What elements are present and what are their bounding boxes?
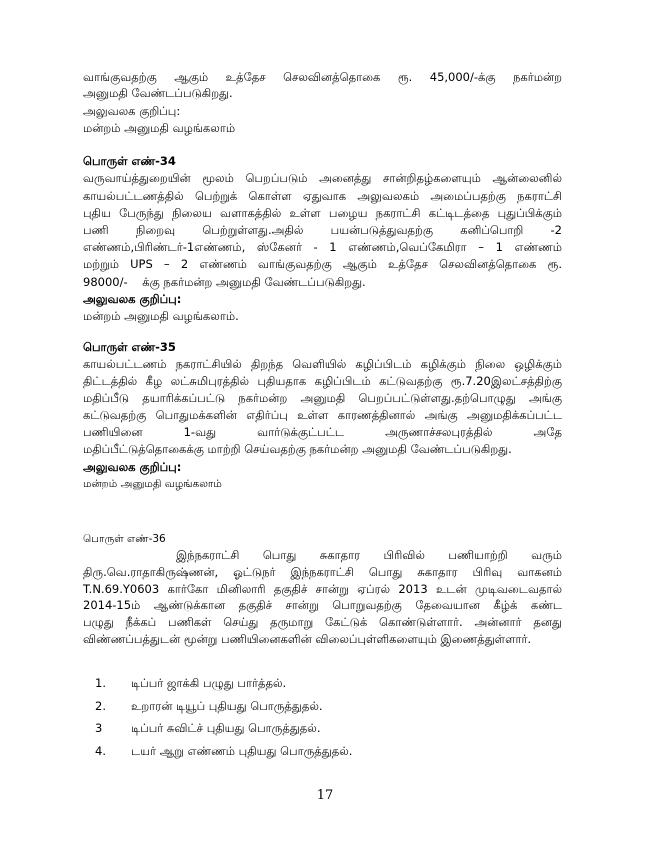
list-item bbox=[95, 721, 321, 736]
item34-note-heading: அலுவலக குறிப்பு: bbox=[83, 292, 182, 306]
item35-note-text: மன்றம் அனுமதி வழங்கலாம் bbox=[83, 478, 222, 490]
item36-line: இந்நகராட்சி பொது சுகாதார பிரிவில் பணியாற்றி வரும் bbox=[176, 548, 562, 562]
item34-heading: பொருள் எண்-34 bbox=[83, 154, 176, 168]
list-item-number: 2. bbox=[95, 699, 106, 713]
item34-line: புதிய பேருந்து நிலைய வளாகத்தில் உள்ள பழைய நகராட்சி கட்டிடத்தை புதுப்பிக்கும் bbox=[83, 206, 562, 220]
item33-line-1: வாங்குவதற்கு ஆகும் உத்தேச செலவினத்தொகை ரூ. 45,000/-க்கு நகர்மன்ற bbox=[83, 70, 562, 84]
list-item bbox=[95, 744, 352, 759]
item33-line-2: அனுமதி வேண்டப்படுகிறது. bbox=[83, 86, 233, 100]
item34-line: காயல்பட்டணத்தில் பெற்றுக் கொள்ள ஏதுவாக அலுவலகம் அமைப்பதற்கு நகராட்சி bbox=[83, 189, 562, 203]
item34-line: 98000/- க்கு நகர்மன்ற அனுமதி வேண்டப்படுகிறது. bbox=[83, 275, 366, 289]
item35-line: மதிப்பீட்டுத்தொகைக்கு மாற்றி செய்வதற்கு நகர்மன்ற அனுமதி வேண்டப்படுகிறது. bbox=[83, 442, 512, 456]
page-number: 17 bbox=[316, 788, 334, 803]
item35-line: பணியினை 1-வது வார்டுக்குட்பட்ட அருணாச்சலபுரத்தில் அதே bbox=[83, 425, 562, 439]
item34-line: பணி நிறைவு பெற்றுள்ளது.அதில் பயன்படுத்துவதற்கு கனிப்பொறி -2 bbox=[83, 223, 562, 237]
item33-note-text: மன்றம் அனுமதி வழங்கலாம் bbox=[83, 121, 236, 135]
item33-note-heading: அலுவலக குறிப்பு: bbox=[83, 104, 181, 118]
item35-line: மதிப்பீடு தயாரிக்கப்பட்டு நகர்மன்ற அனுமதி பெறப்பட்டுள்ளது.தற்பொழுது அங்கு bbox=[83, 391, 562, 405]
item36-line: பழுது நீக்கப் பணிகள் செய்து தருமாறு கேட்டுக் கொண்டுள்ளார். அன்னார் தனது bbox=[83, 615, 562, 629]
item34-note-text: மன்றம் அனுமதி வழங்கலாம். bbox=[83, 309, 239, 323]
list-item-text: டயர் ஆறு எண்ணம் புதியது பொருத்துதல். bbox=[131, 744, 353, 758]
item36-line: திரு.வெ.ராதாகிருஷ்ணன், ஓட்டுநர் இந்நகராட்சி பொது சுகாதார பிரிவு வாகனம் bbox=[83, 565, 562, 579]
list-item bbox=[95, 699, 323, 714]
item35-heading: பொருள் எண்-35 bbox=[83, 340, 176, 354]
item34-line: மற்றும் UPS – 2 எண்ணம் வாங்குவதற்கு ஆகும் உத்தேச செலவினத்தொகை ரூ. bbox=[83, 257, 562, 271]
list-item-text: உறாரன் டியூப் புதியது பொருத்துதல். bbox=[131, 699, 323, 713]
list-item-text: டிப்பர் சுவிட்ச் புதியது பொருத்துதல். bbox=[131, 721, 321, 735]
list-item-number: 1. bbox=[95, 676, 106, 690]
list-item-text: டிப்பர் ஜாக்கி பழுது பார்த்தல். bbox=[131, 676, 287, 690]
list-item-number: 3 bbox=[95, 721, 103, 735]
item35-line: காயல்பட்டணம் நகராட்சியில் திறந்த வெளியில் கழிப்பிடம் கழிக்கும் நிலை ஒழிக்கும் bbox=[83, 357, 562, 371]
item36-line: விண்ணப்பத்துடன் மூன்று பணியினைகளின் விலைப்புள்ளிகளையும் இணைத்துள்ளார். bbox=[83, 632, 532, 646]
item35-line: கட்டுவதற்கு பொதுமக்களின் எதிர்ப்பு உள்ள காரணத்தினால் அங்கு அனுமதிக்கப்பட்ட bbox=[83, 408, 562, 422]
item36-line: 2014-15ம் ஆண்டுக்கான தகுதிச் சான்று பொறுவதற்கு தேவையான கீழ்க் கண்ட bbox=[83, 598, 562, 612]
item36-line: T.N.69.Y0603 கார்கோ மினிலாரி தகுதிச் சான்று ஏப்ரல் 2013 உடன் முடிவடைவதால் bbox=[83, 582, 562, 596]
item34-line: எண்ணம்,பிரிண்டர்-1எண்ணம், ஸ்கேனர் - 1 எண்ணம்,வெப்கேமிரா – 1 எண்ணம் bbox=[83, 240, 562, 254]
item35-note-heading: அலுவலக குறிப்பு: bbox=[83, 460, 182, 474]
item35-line: திட்டத்தில் கீழ லட்சுமிபுரத்தில் புதியதாக கழிப்பிடம் கட்டுவதற்கு ரூ.7.20இலட்சத்திற்கு bbox=[83, 374, 562, 388]
list-item-number: 4. bbox=[95, 744, 106, 758]
item36-heading: பொருள் எண்-36 bbox=[83, 533, 166, 545]
list-item bbox=[95, 676, 286, 691]
item34-line: வருவாய்த்துறையின் மூலம் பெறப்படும் அனைத்து சான்றிதழ்களையும் ஆன்லைனில் bbox=[83, 171, 562, 185]
